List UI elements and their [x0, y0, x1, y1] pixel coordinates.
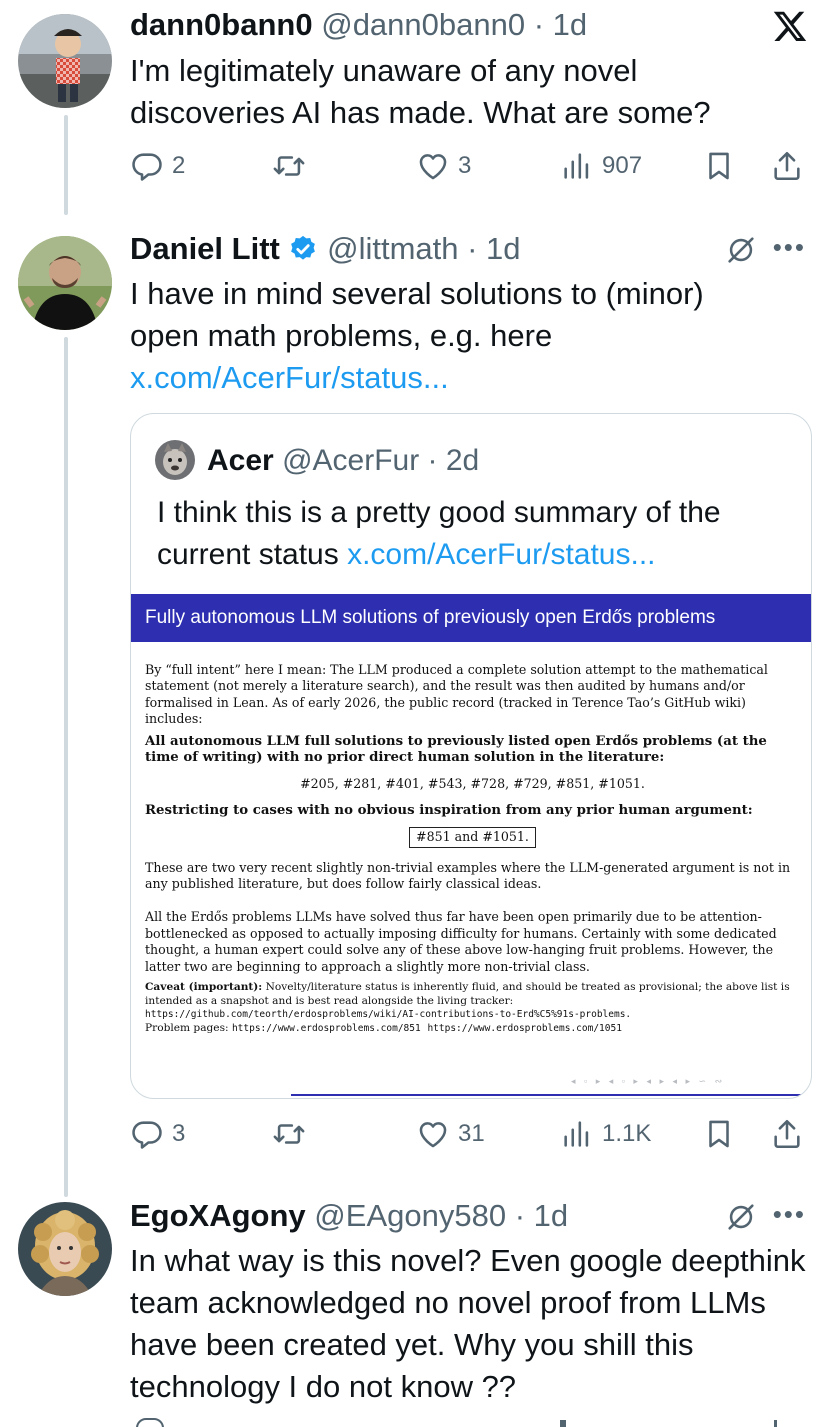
grok-icon[interactable]	[724, 233, 758, 267]
doc-paragraph: All the Erdős problems LLMs have solved thus far have been open primarily due to be attention-bottlenecked as opposed to actually imposing difficulty for humans. Certainly with some dedicated thought, a human expert could solve any of these above low-hanging fruit problems. However, the latter two are beginning to approach a slightly more non-trivial class.	[145, 909, 777, 974]
author-handle[interactable]: @dann0bann0	[321, 7, 526, 42]
share-icon	[770, 1117, 804, 1151]
like-count: 31	[458, 1120, 485, 1147]
doc-tracker-url: https://github.com/teorth/erdosproblems/wiki/AI-contributions-to-Erd%C5%91s-problems.	[145, 1009, 632, 1021]
doc-caveat-label: Caveat (important):	[145, 981, 263, 994]
views-count: 1.1K	[602, 1120, 652, 1147]
like-button[interactable]	[416, 146, 471, 186]
thread-line	[64, 337, 68, 1197]
x-logo-icon[interactable]	[772, 8, 808, 44]
reply-button[interactable]	[130, 1114, 185, 1154]
doc-nav-glyphs: ◂ ▫ ▸ ◂ ▫ ▸ ◂ ▸ ◂ ▸ ∽ ∾	[571, 1076, 726, 1086]
views-icon	[560, 149, 594, 183]
repost-icon	[272, 149, 306, 183]
partial-action-row	[130, 1418, 810, 1427]
author-name[interactable]: Acer	[207, 444, 274, 477]
doc-paragraph: By “full intent” here I mean: The LLM produced a complete solution attempt to the mathematical statement (not merely a literature search), and the result was then audited by humans and/or formalised in Lean. As of early 2026, the public record (tracked in Terence Tao’s GitHub wiki) includes:	[145, 662, 768, 727]
heart-icon	[416, 149, 450, 183]
bookmark-button[interactable]	[702, 146, 736, 186]
views-button[interactable]	[560, 1114, 651, 1154]
repost-icon	[272, 1117, 306, 1151]
bookmark-icon	[702, 149, 736, 183]
views-button[interactable]	[560, 146, 642, 186]
author-handle[interactable]: @littmath	[327, 231, 459, 266]
thread-line	[64, 115, 68, 215]
tweet-header	[130, 230, 521, 268]
quote-text-body: I think this is a pretty good summary of the current status	[157, 496, 721, 571]
doc-page-url: https://www.erdosproblems.com/851	[231, 1022, 421, 1034]
avatar[interactable]	[155, 440, 195, 480]
tweet-text: I'm legitimately unaware of any novel discoveries AI has made. What are some?	[130, 53, 711, 130]
doc-page-url: https://www.erdosproblems.com/1051	[427, 1022, 622, 1034]
doc-heading: All autonomous LLM full solutions to previously listed open Erdős problems (at the time of writing) with no prior direct human solution in the literature:	[145, 733, 767, 766]
doc-pages-label: Problem pages:	[145, 1021, 232, 1034]
author-name[interactable]: dann0bann0	[130, 7, 313, 42]
verified-badge-icon	[288, 234, 318, 264]
author-name[interactable]: Daniel Litt	[130, 231, 280, 266]
reply-icon	[130, 149, 164, 183]
views-icon	[560, 1117, 594, 1151]
avatar[interactable]	[18, 236, 112, 330]
timestamp[interactable]: · 1d	[467, 231, 521, 266]
reply-count: 2	[172, 152, 186, 179]
reply-count: 3	[172, 1120, 186, 1147]
tweet-actions	[130, 1114, 810, 1154]
tweet-header	[130, 1197, 568, 1235]
tweet-link[interactable]: x.com/AcerFur/status...	[130, 360, 449, 395]
heart-icon	[416, 1117, 450, 1151]
tweet-actions	[130, 146, 810, 186]
share-button[interactable]	[770, 1114, 804, 1154]
doc-paragraph: These are two very recent slightly non-trivial examples where the LLM-generated argument is not in any published literature, but does follow fairly classical ideas.	[145, 859, 791, 892]
doc-header-bar: Fully autonomous LLM solutions of previously open Erdős problems	[131, 594, 811, 642]
reply-button[interactable]	[130, 146, 185, 186]
reply-icon	[130, 1117, 164, 1151]
more-options-icon[interactable]: •••	[772, 1199, 806, 1229]
avatar[interactable]	[18, 1202, 112, 1296]
quote-header	[207, 442, 479, 480]
doc-heading: Restricting to cases with no obvious inspiration from any prior human argument:	[145, 802, 753, 818]
timestamp[interactable]: · 1d	[514, 1198, 569, 1233]
grok-icon[interactable]	[724, 1200, 758, 1234]
timestamp[interactable]: · 1d	[533, 7, 588, 42]
doc-bottom-rule	[291, 1094, 811, 1096]
quote-tweet-card[interactable]	[130, 413, 812, 1099]
avatar[interactable]	[18, 14, 112, 108]
repost-button[interactable]	[272, 146, 306, 186]
tweet-text	[130, 273, 730, 399]
doc-caveat	[145, 981, 800, 1035]
quote-text	[157, 492, 787, 576]
author-handle[interactable]: @EAgony580	[314, 1198, 507, 1233]
repost-button[interactable]	[272, 1114, 306, 1154]
share-button[interactable]	[770, 146, 804, 186]
doc-caveat-text: Novelty/literature status is inherently fluid, and should be treated as provisional; the above list is intended as a snapshot and is best read alongside the living tracker:	[145, 981, 790, 1007]
author-name[interactable]: EgoXAgony	[130, 1198, 306, 1233]
like-count: 3	[458, 152, 472, 179]
bookmark-button[interactable]	[702, 1114, 736, 1154]
tweet-header	[130, 6, 587, 44]
author-handle[interactable]: @AcerFur	[282, 444, 420, 477]
more-options-icon[interactable]: •••	[772, 232, 806, 262]
share-icon	[770, 149, 804, 183]
bookmark-icon	[702, 1117, 736, 1151]
timestamp[interactable]: · 2d	[427, 444, 480, 477]
views-count: 907	[602, 152, 643, 179]
like-button[interactable]	[416, 1114, 485, 1154]
tweet-text-body: I have in mind several solutions to (minor) open math problems, e.g. here	[130, 276, 704, 353]
quote-link[interactable]: x.com/AcerFur/status...	[347, 538, 656, 571]
doc-boxed-list: #851 and #1051.	[409, 827, 536, 847]
doc-image-content	[145, 662, 800, 1035]
tweet-text: In what way is this novel? Even google deepthink team acknowledged no novel proof from LLMs have been created yet. Why you shill this technology I do not know ??	[130, 1243, 806, 1404]
doc-problem-list: #205, #281, #401, #543, #728, #729, #851, #1051.	[300, 776, 645, 792]
